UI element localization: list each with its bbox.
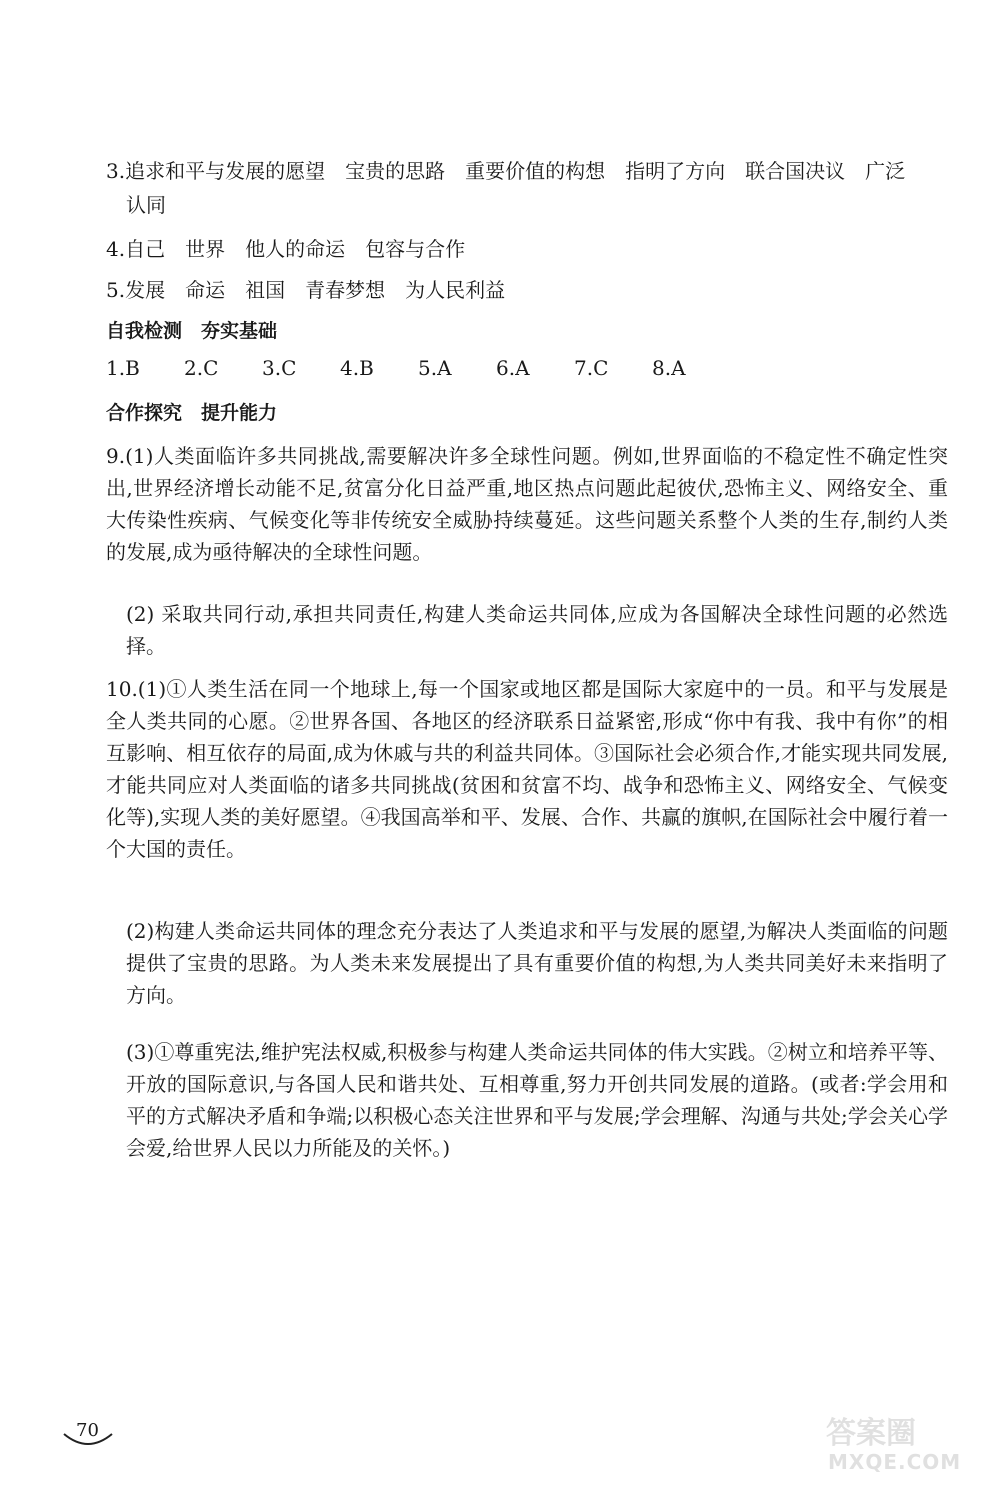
watermark-logo [822,1408,992,1478]
mc-answer-6: 6.A [496,356,530,380]
q3-line1: 3.追求和平与发展的愿望 宝贵的思路 重要价值的构想 指明了方向 联合国决议 广泛 [106,159,906,183]
q9-part1: 9.(1)人类面临许多共同挑战,需要解决许多全球性问题。例如,世界面临的不稳定性不确定性突出,世界经济增长动能不足,贫富分化日益严重,地区热点问题此起彼伏,恐怖主义、网络安全、重大传染性疾病、气候变化等非传统安全威胁持续蔓延。这些问题关系整个人类的生存,制约人类的发展,成为亟待解决的全球性问题。 [106,444,948,564]
mc-answer-3: 3.C [262,356,297,380]
mc-answer-4: 4.B [340,356,374,380]
section-heading-self-check: 自我检测 夯实基础 [106,320,278,342]
q5-answer: 5.发展 命运 祖国 青春梦想 为人民利益 [106,278,506,302]
mc-answer-5: 5.A [418,356,452,380]
q3-line2: 认同 [126,193,166,217]
q10-part1: 10.(1)①人类生活在同一个地球上,每一个国家或地区都是国际大家庭中的一员。和平与发展是全人类共同的心愿。②世界各国、各地区的经济联系日益紧密,形成“你中有我、我中有你”的相互影响、相互依存的局面,成为休戚与共的利益共同体。③国际社会必须合作,才能实现共同发展,才能共同应对人类面临的诸多共同挑战(贫困和贫富不均、战争和恐怖主义、网络安全、气候变化等),实现人类的美好愿望。④我国高举和平、发展、合作、共赢的旗帜,在国际社会中履行着一个大国的责任。 [106,677,948,861]
section-heading-cooperation: 合作探究 提升能力 [106,402,278,424]
q10-part3: (3)①尊重宪法,维护宪法权威,积极参与构建人类命运共同体的伟大实践。②树立和培养平等、开放的国际意识,与各国人民和谐共处、互相尊重,努力开创共同发展的道路。(或者:学会用和平的方式解决矛盾和争端;以积极心态关注世界和平与发展;学会理解、沟通与共处;学会关心学会爱,给世界人民以力所能及的关怀。) [126,1040,948,1160]
q9-part2: (2) 采取共同行动,承担共同责任,构建人类命运共同体,应成为各国解决全球性问题的必然选择。 [126,602,948,658]
mc-answer-2: 2.C [184,356,219,380]
mc-answer-7: 7.C [574,356,609,380]
page-number: 70 [76,1420,99,1441]
watermark-top-text: 答案圈 [826,1416,916,1451]
multiple-choice-answers [106,356,730,380]
q4-answer: 4.自己 世界 他人的命运 包容与合作 [106,237,466,261]
mc-answer-8: 8.A [652,356,686,380]
watermark-bottom-text: MXQE.COM [828,1450,962,1474]
q10-part2: (2)构建人类命运共同体的理念充分表达了人类追求和平与发展的愿望,为解决人类面临的问题提供了宝贵的思路。为人类未来发展提出了具有重要价值的构想,为人类共同美好未来指明了方向。 [126,919,948,1007]
mc-answer-1: 1.B [106,356,140,380]
